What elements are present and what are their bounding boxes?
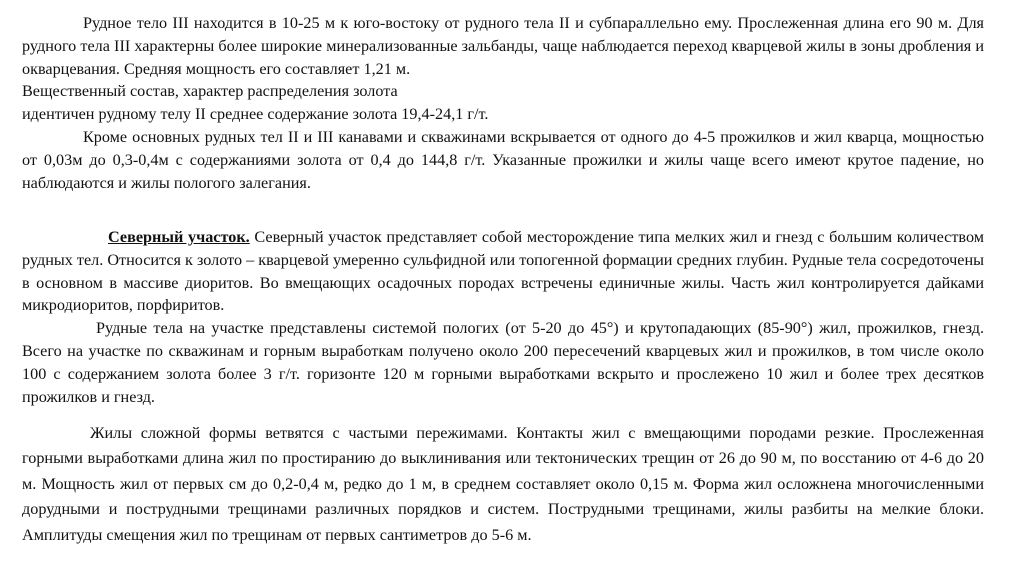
section-northern-area [22,226,984,408]
paragraph-vein-structure: Жилы сложной формы ветвятся с частыми пережимами. Контакты жил с вмещающими породами резкие. Прослеженная горными выработками длина жил по простиранию до выклинивания или тектонических трещин от 26 до 90 м, по восстанию от 4-6 до 20 м. Мощность жил от первых см до 0,2-0,4 м, редко до 1 м, в среднем составляет около 0,15 м. Форма жил осложнена многочисленными дорудными и пострудными трещинами различных порядков и систем. Пострудными трещинами, жилы разбиты на мелкие блоки. Амплитуды смещения жил по трещинам от первых сантиметров до 5-6 м. [22,424,984,544]
paragraph-ore-body-3: Рудное тело III находится в 10-25 м к юго-востоку от рудного тела II и субпараллельно ему. Прослеженная длина его 90 м. Для рудного тела III характерны более широкие минерализованные зальбанды, чаще наблюдается переход кварцевой жилы в зоны дробления и окварцевания. Средняя мощность его составляет 1,21 м. [22,14,984,78]
paragraph-gold-content-line: идентичен рудному телу II среднее содержание золота 19,4-24,1 г/т. [22,105,489,124]
paragraph-northern-area-text: Северный участок представляет собой месторождение типа мелких жил и гнезд с большим количеством рудных тел. Относится к золото – кварцевой умеренно сульфидной или топогенной формации средних глубин. Рудные тела сосредоточены в основном в массиве диоритов. Во вмещающих осадочных породах встречены единичные жилы. Часть жил контролируется дайками микродиоритов, порфиритов. [22,228,984,315]
paragraph-ore-bodies-system: Рудные тела на участке представлены системой пологих (от 5-20 до 45°) и крутопадающих (85-90°) жил, прожилков, гнезд. Всего на участке по скважинам и горным выработкам получено около 200 пересечений кварцевых жил и прожилков, в том числе около 100 с содержанием золота более 3 г/т. горизонте 120 м горными выработками вскрыто и прослежено 10 жил и более трех десятков прожилков и гнезд. [22,319,984,406]
paragraph-northern-area-intro [22,226,984,317]
section-vein-structure [22,421,984,548]
section-heading-northern-area: Северный участок. [108,228,250,246]
paragraph-veinlets: Кроме основных рудных тел II и III канавами и скважинами вскрывается от одного до 4-5 прожилков и жил кварца, мощностью от 0,03м до 0,3-0,4м с содержаниями золота от 0,4 до 144,8 г/т. Указанные прожилки и жилы чаще всего имеют крутое падение, но наблюдаются и жилы пологого залегания. [22,127,984,192]
section-ore-body-3 [22,12,984,194]
paragraph-composition-line: Вещественный состав, характер распределения золота [22,82,398,101]
